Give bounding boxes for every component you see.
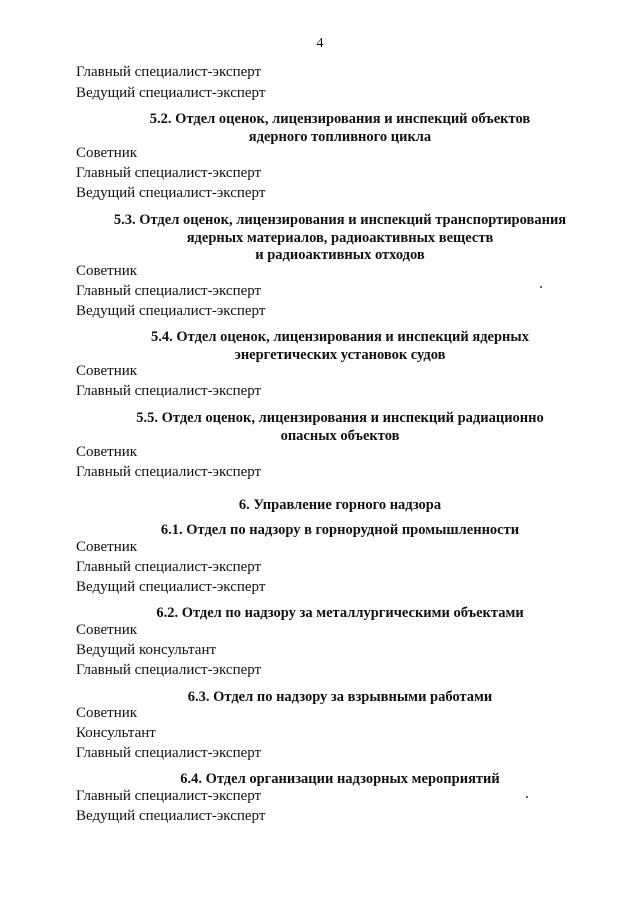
position-line: Советник [76,363,138,379]
position-line: Ведущий специалист-эксперт [76,808,266,824]
position-line: Советник [76,263,138,279]
section-heading: 6.1. Отдел по надзору в горнорудной промышленности [160,522,520,538]
section-heading-cont: и радиоактивных отходов [255,247,425,263]
position-line: Советник [76,539,138,555]
scan-speck [540,286,542,288]
position-line: Ведущий специалист-эксперт [76,185,266,201]
section-heading: 6.4. Отдел организации надзорных мероприятий [180,771,500,787]
page-number: 4 [316,36,324,51]
section-heading-cont: энергетических установок судов [234,347,446,363]
position-line: Ведущий специалист-эксперт [76,303,266,319]
position-line: Советник [76,705,138,721]
position-line: Ведущий консультант [76,642,217,658]
position-line: Главный специалист-эксперт [76,383,262,399]
section-heading: 5.2. Отдел оценок, лицензирования и инспекций объектов [149,111,531,127]
position-line: Консультант [76,725,156,741]
section-heading: 5.5. Отдел оценок, лицензирования и инспекций радиационно [136,410,544,426]
position-line: Главный специалист-эксперт [76,64,262,80]
position-line: Главный специалист-эксперт [76,788,262,804]
section-heading-cont: ядерного топливного цикла [248,129,432,145]
position-line: Ведущий специалист-эксперт [76,579,266,595]
position-line: Главный специалист-эксперт [76,283,262,299]
section-heading: 6.3. Отдел по надзору за взрывными работами [187,689,493,705]
position-line: Главный специалист-эксперт [76,464,262,480]
position-line: Ведущий специалист-эксперт [76,85,266,101]
position-line: Советник [76,145,138,161]
position-line: Главный специалист-эксперт [76,662,262,678]
department-heading: 6. Управление горного надзора [238,497,442,513]
position-line: Главный специалист-эксперт [76,559,262,575]
section-heading: 5.3. Отдел оценок, лицензирования и инспекций транспортирования [113,212,567,228]
scan-speck [526,796,528,798]
section-heading: 6.2. Отдел по надзору за металлургическими объектами [156,605,524,621]
position-line: Главный специалист-эксперт [76,745,262,761]
position-line: Советник [76,622,138,638]
section-heading-cont: опасных объектов [280,428,400,444]
position-line: Советник [76,444,138,460]
section-heading-cont: ядерных материалов, радиоактивных веществ [186,230,494,246]
section-heading: 5.4. Отдел оценок, лицензирования и инспекций ядерных [151,329,529,345]
position-line: Главный специалист-эксперт [76,165,262,181]
